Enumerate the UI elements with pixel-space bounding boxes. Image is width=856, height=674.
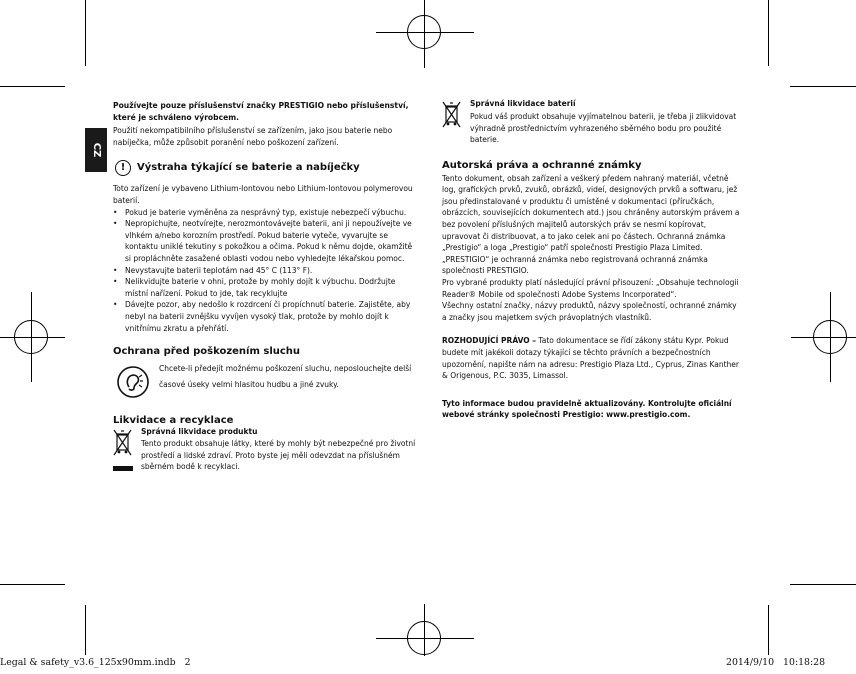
file-info: Legal & safety_v3.6_125x90mm.indb 2 [0,657,191,668]
copyright-title: Autorská práva a ochranné známky [442,160,642,171]
copyright-paragraph: Všechny ostatní značky, názvy produktů, názvy společností, ochranné známky a značky jsou majetkem svých právoplatných vlastníků. [442,301,737,322]
product-disposal-text: Tento produkt obsahuje látky, které by mohly být nebezpečné pro životní prostředí a lidské zdraví. Proto byste jej měli odevzdat na příslušném sběrném bodě k recyklaci. [141,439,416,472]
battery-disposal-block [442,98,742,150]
copyright-paragraph: Tento dokument, obsah zařízení a veškerý předem nahraný materiál, včetně log, grafických prvků, zvuků, obrázků, videí, designových prvků a softwaru, jež jsou předinstalované v produktu či umístěné v dokumentaci (příručkách, obrázcích, souvisejících dokumentech atd.) jsou chráněny autorským právem a bez povolení příslušných majitelů autorských práv se nesmí kopírovat, upravovat či distribuovat, a to jako celek ani po částech. Ochranná známka „Prestigio“ a loga „Prestigio“ patří společnosti Prestigio Plaza Limited. „PRESTIGIO“ je ochranná známka nebo registrovaná ochranná známka společnosti PRESTIGIO. [442,173,740,276]
right-column [442,98,742,421]
left-column [113,100,416,474]
print-datetime: 2014/9/10 10:18:28 [726,657,826,668]
list-item: • Pokud je baterie vyměněna za nesprávný typ, existuje nebezpečí výbuchu. [113,207,413,219]
governing-law [442,335,742,381]
battery-disposal-text: Pokud váš produkt obsahuje vyjímatelnou baterii, je třeba ji zlikvidovat výhradně prostřednictvím vyhrazeného sběrného bodu pro použité baterie. [470,112,737,145]
battery-disposal-title: Správná likvidace baterií [470,99,576,108]
update-note: Tyto informace budou pravidelně aktualizovány. Kontrolujte oficiální webové stránky společnosti Prestigio: www.prestigio.com. [442,398,732,420]
disposal-title: Likvidace a recyklace [113,414,234,426]
crossed-bin-icon [113,428,133,468]
warning-icon: ! [115,160,131,176]
battery-intro: Toto zařízení je vybaveno Lithium-Iontovou nebo Lithium-Iontovou polymerovou baterií. [113,184,413,205]
accessory-heading: Používejte pouze příslušenství značky PRESTIGIO nebo příslušenství, které je schváleno výrobcem. [113,101,409,122]
warning-section-header [113,159,413,179]
hearing-block [113,361,413,403]
list-item: • Nevystavujte baterii teplotám nad 45° C (113° F). [113,265,413,277]
list-item: • Nelikvidujte baterie v ohni, protože by mohly dojít k výbuchu. Dodržujte místní nařízení. Pokud to jde, tak recyklujte [113,276,413,299]
battery-warnings-list [113,207,413,335]
product-disposal-block [113,427,416,474]
list-item: • Dávejte pozor, aby nedošlo k rozdrcení či propíchnutí baterie. Zajistěte, aby nebyl na baterii zvnějšku vyvíjen vysoký tlak, protože by mohlo dojít k vnitřnímu zkratu a přehřátí. [113,299,413,334]
warning-title: Výstraha týkající se baterie a nabíječky [137,162,360,174]
language-tab [85,128,107,172]
crossed-bin-icon [442,100,462,130]
hearing-icon [116,365,150,399]
accessory-text: Použití nekompatibilního příslušenství se zařízením, jako jsou baterie nebo nabíječka, může způsobit poranění nebo poškození zařízení. [113,126,393,147]
copyright-paragraph: Pro vybrané produkty platí následující právní přisouzení: „Obsahuje technologii Reader® Mobile od společnosti Adobe Systems Incorporated“. [442,277,739,299]
hearing-text: Chcete-li předejít možnému poškození sluchu, neposlouchejte delší časové úseky velmi hlasitou hudbu a jiné zvuky. [159,363,412,389]
list-item: • Nepropichujte, neotvírejte, nerozmontovávejte baterii, ani ji nepoužívejte ve vlhkém a/nebo korozním prostředí. Pokud baterie vyteče, vyvarujte se kontaktu uniklé tekutiny s pokožkou a očima. Pokud k němu dojde, okamžitě si propláchněte zasažené oblasti vodou nebo vyhledejte lékařskou pomoc. [113,218,413,264]
governing-law-text: Tato dokumentace se řídí zákony státu Kypr. Pokud budete mít jakékoli dotazy týkající se těchto právních a bezpečnostních upozornění, napište nám na adresu: Prestigio Plaza Ltd., Cyprus, Zinas Kanther & Origenous, P.C. 3035, Limassol. [442,336,739,381]
product-disposal-title: Správná likvidace produktu [141,427,258,437]
language-tab-label: CZ [91,142,102,158]
governing-law-label: ROZHODUJÍCÍ PRÁVO – [442,336,537,346]
hearing-title: Ochrana před poškozením sluchu [113,346,301,358]
